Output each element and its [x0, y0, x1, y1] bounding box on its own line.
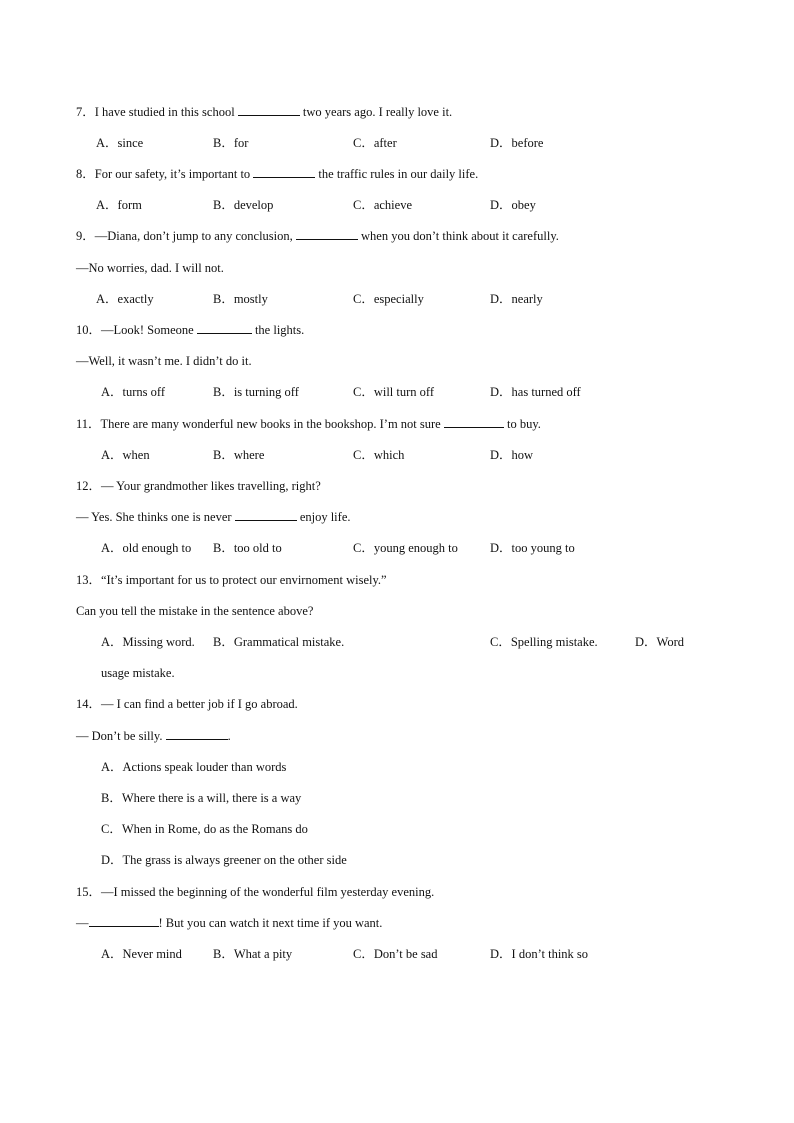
q8-option-b[interactable]: B．develop: [213, 198, 274, 212]
question-10-reply: —Well, it wasn’t me. I didn’t do it.: [76, 354, 252, 368]
answer-blank[interactable]: [238, 103, 300, 116]
q8-option-a[interactable]: A．form: [96, 198, 142, 212]
question-9-text-start: 9．—Diana, don’t jump to any conclusion,: [76, 229, 293, 243]
question-13-stem: 13．“It’s important for us to protect our envirnoment wisely.”: [76, 573, 387, 587]
question-10-text-start: 10．—Look! Someone: [76, 323, 194, 337]
q11-option-a[interactable]: A．when: [101, 448, 150, 462]
q10-option-c[interactable]: C．will turn off: [353, 385, 435, 399]
q9-option-c[interactable]: C．especially: [353, 292, 424, 306]
q11-option-d[interactable]: D．how: [490, 448, 534, 462]
question-7-stem: [76, 103, 452, 121]
q13-option-a[interactable]: A．Missing word.: [101, 635, 195, 649]
q12-option-b[interactable]: B．too old to: [213, 541, 282, 555]
question-14-reply-end: .: [227, 729, 231, 743]
answer-blank[interactable]: [166, 727, 228, 740]
answer-blank[interactable]: [235, 508, 297, 521]
question-11-text-start: 11．There are many wonderful new books in the bookshop. I’m not sure: [76, 417, 441, 431]
question-12-reply-start: — Yes. She thinks one is never: [76, 510, 232, 524]
q13-option-d-continued[interactable]: usage mistake.: [101, 666, 175, 680]
question-15-reply: [76, 914, 382, 932]
q11-option-c[interactable]: C．which: [353, 448, 405, 462]
question-15-stem: 15．—I missed the beginning of the wonderful film yesterday evening.: [76, 885, 435, 899]
q14-option-a[interactable]: A．Actions speak louder than words: [101, 760, 287, 774]
question-15-reply-start: —: [76, 916, 89, 930]
q9-option-a[interactable]: A．exactly: [96, 292, 154, 306]
q9-option-b[interactable]: B．mostly: [213, 292, 268, 306]
answer-blank[interactable]: [197, 321, 252, 334]
question-7-text-end: two years ago. I really love it.: [302, 105, 453, 119]
question-14-reply: [76, 727, 231, 745]
question-11-stem: [76, 415, 541, 433]
q15-option-b[interactable]: B．What a pity: [213, 947, 293, 961]
q7-option-c[interactable]: C．after: [353, 136, 397, 150]
question-12-reply-end: enjoy life.: [299, 510, 351, 524]
question-8-text-start: 8．For our safety, it’s important to: [76, 167, 251, 181]
answer-blank[interactable]: [253, 165, 315, 178]
q14-option-d[interactable]: D．The grass is always greener on the other side: [101, 853, 347, 867]
question-9-text-end: when you don’t think about it carefully.: [361, 229, 559, 243]
q14-option-b[interactable]: B．Where there is a will, there is a way: [101, 791, 302, 805]
q10-option-d[interactable]: D．has turned off: [490, 385, 581, 399]
answer-blank[interactable]: [296, 227, 358, 240]
question-8-text-end: the traffic rules in our daily life.: [318, 167, 479, 181]
question-9-stem: [76, 227, 559, 245]
answer-blank[interactable]: [89, 914, 159, 927]
question-14-stem: 14．— I can find a better job if I go abroad.: [76, 697, 298, 711]
q7-option-b[interactable]: B．for: [213, 136, 249, 150]
question-11-text-end: to buy.: [506, 417, 541, 431]
q15-option-a[interactable]: A．Never mind: [101, 947, 182, 961]
question-12-reply: [76, 508, 351, 526]
question-10-text-end: the lights.: [254, 323, 305, 337]
question-12-stem: 12．— Your grandmother likes travelling, right?: [76, 479, 321, 493]
q10-option-b[interactable]: B．is turning off: [213, 385, 299, 399]
question-14-reply-start: — Don’t be silly.: [76, 729, 163, 743]
q15-option-c[interactable]: C．Don’t be sad: [353, 947, 438, 961]
question-13-prompt: Can you tell the mistake in the sentence above?: [76, 604, 314, 618]
q12-option-a[interactable]: A．old enough to: [101, 541, 192, 555]
answer-blank[interactable]: [444, 415, 504, 428]
q14-option-c[interactable]: C．When in Rome, do as the Romans do: [101, 822, 308, 836]
q8-option-c[interactable]: C．achieve: [353, 198, 413, 212]
q9-option-d[interactable]: D．nearly: [490, 292, 543, 306]
q7-option-d[interactable]: D．before: [490, 136, 544, 150]
q12-option-c[interactable]: C．young enough to: [353, 541, 458, 555]
question-9-reply: —No worries, dad. I will not.: [76, 261, 224, 275]
q15-option-d[interactable]: D．I don’t think so: [490, 947, 589, 961]
q7-option-a[interactable]: A．since: [96, 136, 144, 150]
q12-option-d[interactable]: D．too young to: [490, 541, 575, 555]
q13-option-c[interactable]: C．Spelling mistake.: [490, 635, 598, 649]
question-10-stem: [76, 321, 304, 339]
q8-option-d[interactable]: D．obey: [490, 198, 536, 212]
q13-option-d[interactable]: D．Word: [635, 635, 684, 649]
q11-option-b[interactable]: B．where: [213, 448, 265, 462]
question-7-text-start: 7．I have studied in this school: [76, 105, 235, 119]
q10-option-a[interactable]: A．turns off: [101, 385, 166, 399]
q13-option-b[interactable]: B．Grammatical mistake.: [213, 635, 345, 649]
question-15-reply-end: ! But you can watch it next time if you want.: [158, 916, 383, 930]
question-8-stem: [76, 165, 478, 183]
